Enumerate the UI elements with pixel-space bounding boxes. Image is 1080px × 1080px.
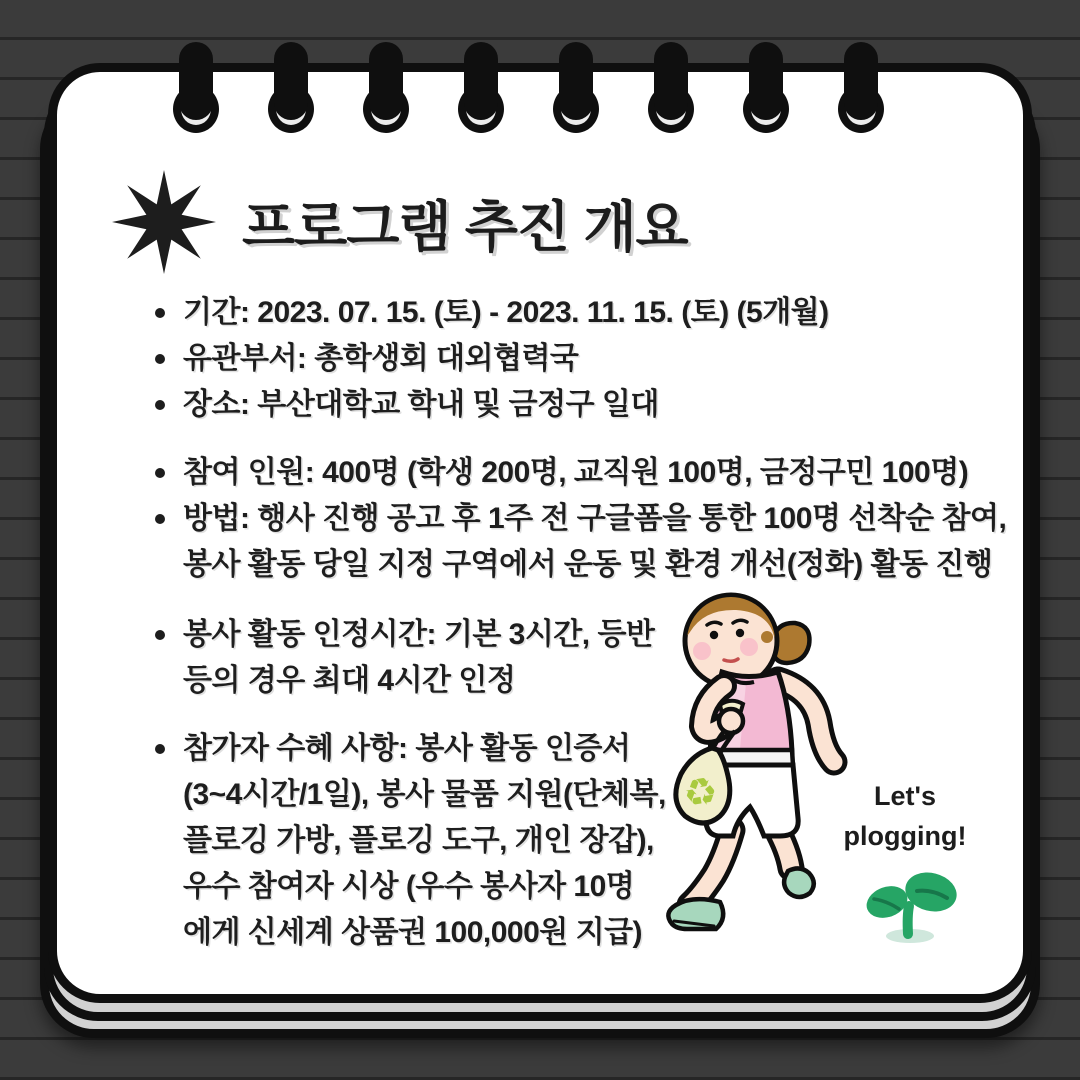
bullet-group-benefits — [155, 726, 666, 956]
bullet-dot — [155, 514, 165, 524]
bullet-dot — [155, 308, 165, 318]
list-item — [155, 726, 666, 956]
list-item-text: 참여 인원: 400명 (학생 200명, 교직원 100명, 금정구민 100명) — [183, 456, 969, 489]
binder-ring — [541, 0, 611, 140]
list-item-text: 기간: 2023. 07. 15. (토) - 2023. 11. 15. (토) (5개월) — [183, 296, 829, 329]
list-item-text: 유관부서: 총학생회 대외협력국 — [183, 342, 579, 375]
list-item-text: 장소: 부산대학교 학내 및 금정구 일대 — [183, 388, 659, 421]
list-item-text: 참가자 수혜 사항: 봉사 활동 인증서 — [183, 732, 631, 765]
bullet-group-participation — [155, 450, 1006, 588]
list-item-text: 에게 신세계 상품권 100,000원 지급) — [183, 916, 643, 949]
caption-lets-plogging — [828, 776, 982, 856]
title-row — [112, 170, 688, 274]
list-item — [155, 496, 1006, 588]
binder-ring — [351, 0, 421, 140]
binder-ring — [256, 0, 326, 140]
list-item-text: (3~4시간/1일), 봉사 물품 지원(단체복, — [183, 778, 666, 811]
list-item — [155, 336, 829, 382]
binder-ring — [636, 0, 706, 140]
list-item-text: 우수 참여자 시상 (우수 봉사자 10명 — [183, 870, 635, 903]
bullet-dot — [155, 744, 165, 754]
list-item — [155, 450, 1006, 496]
list-item-text: 플로깅 가방, 플로깅 도구, 개인 장갑), — [183, 824, 654, 857]
bullet-group-service-hours — [155, 612, 654, 704]
caption-line: plogging! — [843, 821, 967, 851]
list-item-text: 방법: 행사 진행 공고 후 1주 전 구글폼을 통한 100명 선착순 참여, — [183, 502, 1007, 535]
binder-ring — [731, 0, 801, 140]
list-item-text: 봉사 활동 당일 지정 구역에서 운동 및 환경 개선(정화) 활동 진행 — [183, 548, 993, 581]
starburst-icon — [112, 170, 216, 274]
sprout-icon — [862, 868, 962, 946]
binder-ring — [161, 0, 231, 140]
page-title: 프로그램 추진 개요 — [242, 195, 688, 258]
recycle-icon: ♻ — [680, 769, 722, 818]
caption-line: Let's — [874, 781, 936, 811]
list-item — [155, 612, 654, 704]
binder-ring — [446, 0, 516, 140]
binder-ring — [826, 0, 896, 140]
bullet-group-basic-info — [155, 290, 829, 428]
bullet-dot — [155, 468, 165, 478]
list-item — [155, 290, 829, 336]
bullet-dot — [155, 400, 165, 410]
bullet-dot — [155, 630, 165, 640]
list-item-text: 봉사 활동 인정시간: 기본 3시간, 등반 — [183, 618, 655, 651]
list-item-text: 등의 경우 최대 4시간 인정 — [183, 664, 516, 697]
list-item — [155, 382, 829, 428]
bullet-dot — [155, 354, 165, 364]
